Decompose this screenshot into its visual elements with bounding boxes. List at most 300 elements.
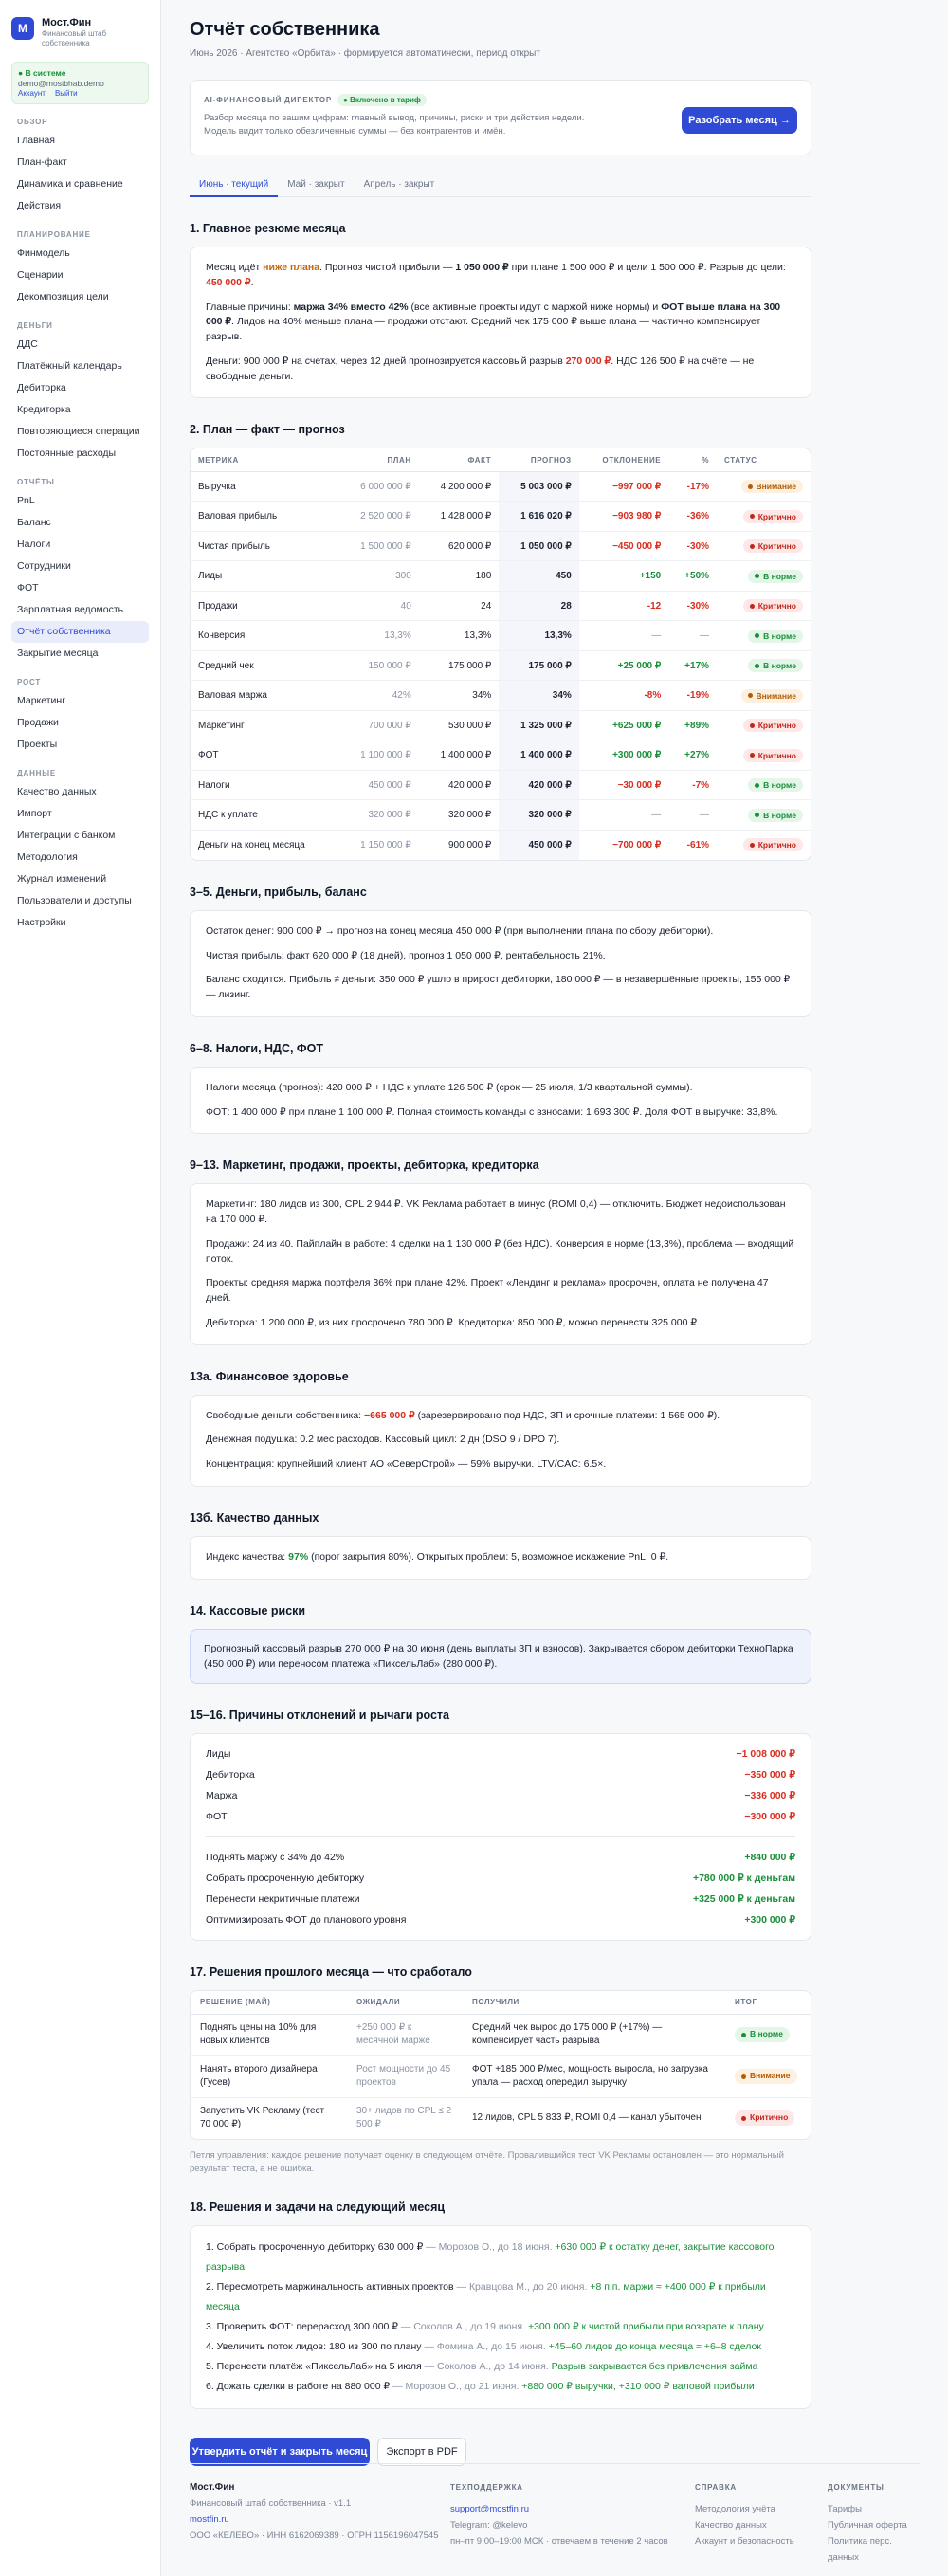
footer-site-link[interactable]: mostfin.ru — [190, 2514, 229, 2525]
taxes-card — [190, 1067, 811, 1135]
status-badge: Внимание — [741, 480, 804, 493]
summary-p2: Главные причины: маржа 34% вместо 42% (все активные проекты идут с маржой ниже нормы) и ФОТ выше плана на 300 000 ₽. Лидов на 40% меньше плана — продажи отстают. Средний чек 175 000 ₽ выше плана — частично компенсирует разрыв. — [206, 301, 781, 342]
sidebar-item[interactable]: Кредиторка — [17, 404, 71, 415]
table-cell — [668, 561, 717, 592]
section-plan-fact-title: 2. План — факт — прогноз — [190, 423, 345, 437]
sidebar-item[interactable]: Настройки — [17, 917, 66, 928]
column-header[interactable]: % — [668, 448, 717, 471]
table-cell — [347, 2014, 463, 2055]
tab-may[interactable]: Май · закрыт — [287, 179, 345, 190]
cell-value: -12 — [647, 600, 662, 612]
ai-label — [204, 94, 797, 106]
cell-value: −903 980 ₽ — [612, 511, 662, 521]
table-cell — [191, 710, 338, 740]
cell-value: 450 000 ₽ — [528, 839, 572, 850]
table-cell — [499, 471, 579, 502]
task-title: 3. Проверить ФОТ: перерасход 300 000 ₽ — [206, 2320, 398, 2332]
support-telegram-link[interactable]: Telegram: @kelevo — [450, 2520, 528, 2530]
table-cell — [338, 531, 419, 561]
export-pdf-button[interactable]: Экспорт в PDF — [377, 2438, 466, 2466]
cell-value: 1 400 000 ₽ — [440, 750, 492, 760]
table-cell — [338, 770, 419, 800]
account-link[interactable]: Аккаунт — [18, 89, 46, 98]
table-cell — [668, 591, 717, 621]
status-badge: Критично — [743, 749, 803, 762]
sidebar-item[interactable]: Маркетинг — [17, 695, 66, 706]
table-cell — [717, 830, 811, 860]
sidebar-item[interactable]: Импорт — [17, 808, 52, 819]
lever-value: +840 000 ₽ — [744, 1852, 795, 1864]
cell-value: — — [651, 810, 662, 820]
sidebar-item[interactable]: Пользователи и доступы — [17, 895, 132, 906]
section-marketing-title: 9–13. Маркетинг, продажи, проекты, дебиторка, кредиторка — [190, 1159, 539, 1173]
column-header[interactable]: МЕТРИКА — [191, 448, 338, 471]
cell-value: 1 100 000 ₽ — [360, 750, 411, 760]
table-cell — [668, 681, 717, 711]
table-cell — [463, 2055, 725, 2097]
sidebar-item[interactable]: Декомпозиция цели — [17, 291, 109, 302]
cell-value: 620 000 ₽ — [447, 540, 492, 552]
sidebar-item[interactable]: Зарплатная ведомость — [17, 604, 124, 615]
table-cell — [191, 740, 338, 771]
cell-value: 420 000 ₽ — [528, 779, 572, 791]
table-cell — [419, 621, 500, 651]
tab-june[interactable]: Июнь · текущий — [190, 176, 278, 197]
cell-value: 175 000 ₽ — [528, 660, 572, 671]
cell-value: Поднять цены на 10% для новых клиентов — [200, 2022, 317, 2047]
task-owner-deadline: — Кравцова М., до 20 июня. — [453, 2280, 591, 2293]
task-effect: +45–60 лидов до конца месяца ≈ +6–8 сделок — [548, 2340, 761, 2352]
table-cell — [419, 800, 500, 831]
section-summary-title: 1. Главное резюме месяца — [190, 222, 346, 235]
table-cell — [717, 561, 811, 592]
table-row — [191, 710, 811, 740]
nav-section-heading: ДАННЫЕ — [17, 769, 56, 777]
table-cell — [499, 650, 579, 681]
table-cell — [191, 502, 338, 532]
summary-card — [190, 247, 811, 398]
table-cell — [579, 471, 668, 502]
status-badge: В норме — [748, 659, 803, 672]
sidebar-item[interactable]: Интеграции с банком — [17, 830, 116, 841]
cause-value: −336 000 ₽ — [744, 1790, 795, 1802]
table-cell — [338, 502, 419, 532]
table-cell — [338, 800, 419, 831]
section-risks-title: 14. Кассовые риски — [190, 1603, 306, 1617]
table-cell — [191, 681, 338, 711]
table-cell — [579, 502, 668, 532]
marketing-card — [190, 1183, 811, 1344]
lever-value: +325 000 ₽ к деньгам — [692, 1893, 795, 1906]
table-cell — [499, 621, 579, 651]
table-cell — [717, 502, 811, 532]
table-cell — [338, 650, 419, 681]
table-cell — [668, 650, 717, 681]
footer-support — [450, 2479, 695, 2566]
task-title: 1. Собрать просроченную дебиторку 630 000 ₽ — [206, 2240, 424, 2253]
table-cell — [338, 710, 419, 740]
column-header[interactable]: СТАТУС — [717, 448, 811, 471]
footer-brand: Мост.Фин — [190, 2482, 235, 2493]
cell-value: 34% — [552, 690, 572, 701]
table-row — [191, 591, 811, 621]
cell-value: 1 500 000 ₽ — [360, 540, 411, 552]
table-cell — [338, 621, 419, 651]
lever-row — [206, 1889, 795, 1909]
task-owner-deadline: — Морозов О., до 21 июня. — [390, 2380, 522, 2392]
cell-value: ФОТ +185 000 ₽/мес, мощность выросла, но загрузка упала — расход опередил выручку — [472, 2064, 708, 2089]
table-cell — [191, 2014, 347, 2055]
footer-docs-heading: ДОКУМЕНТЫ — [828, 2483, 884, 2492]
cell-value: +27% — [684, 750, 710, 760]
cell-value: 5 003 000 ₽ — [520, 481, 572, 492]
cell-value: Конверсия — [198, 630, 246, 641]
sidebar — [0, 0, 161, 2576]
column-header[interactable]: ФАКТ — [419, 448, 500, 471]
task-effect: +630 000 ₽ к остатку денег, закрытие кассового разрыва — [206, 2240, 775, 2273]
sidebar-item[interactable]: Сотрудники — [17, 560, 71, 572]
causes-list — [206, 1744, 795, 1827]
sidebar-item[interactable]: PnL — [17, 495, 35, 506]
table-cell — [419, 591, 500, 621]
cell-value: -30% — [686, 540, 710, 552]
cell-value: -30% — [686, 600, 710, 612]
column-header[interactable]: ПЛАН — [338, 448, 419, 471]
decisions-table — [191, 1991, 811, 2139]
table-cell — [579, 650, 668, 681]
cell-value: 30+ лидов по CPL ≤ 2 500 ₽ — [356, 2106, 452, 2130]
table-row — [191, 531, 811, 561]
cell-value: -61% — [686, 839, 710, 850]
sidebar-item[interactable]: ФОТ — [17, 582, 39, 594]
footer-link-security[interactable]: Аккаунт и безопасность — [695, 2536, 794, 2547]
sidebar-item[interactable]: Повторяющиеся операции — [17, 426, 140, 437]
cell-value: +50% — [684, 571, 710, 581]
footer-support-heading: ТЕХПОДДЕРЖКА — [450, 2483, 523, 2492]
table-cell — [717, 770, 811, 800]
cell-value: 450 — [556, 571, 572, 581]
money-card — [190, 910, 811, 1017]
table-cell — [191, 830, 338, 860]
plan-fact-table — [191, 448, 811, 860]
table-cell — [725, 2014, 811, 2055]
cell-value: 320 000 ₽ — [368, 810, 411, 820]
cell-value: Средний чек вырос до 175 000 ₽ (+17%) — компенсирует часть разрыва — [472, 2022, 663, 2047]
table-cell — [419, 770, 500, 800]
task-title: 5. Перенести платёж «ПиксельЛаб» на 5 июля — [206, 2360, 422, 2372]
table-cell — [338, 591, 419, 621]
table-row — [191, 2014, 811, 2055]
footer-link-quality[interactable]: Качество данных — [695, 2520, 767, 2530]
column-header[interactable]: ОТКЛОНЕНИЕ — [579, 448, 668, 471]
task-effect: +8 п.п. маржи ≈ +400 000 ₽ к прибыли месяца — [206, 2280, 766, 2312]
table-cell — [419, 830, 500, 860]
table-cell — [579, 621, 668, 651]
cell-value: +17% — [684, 660, 710, 671]
status-badge: В норме — [748, 570, 803, 583]
cell-value: Выручка — [198, 481, 236, 492]
footer-link-methodology[interactable]: Методология учёта — [695, 2504, 775, 2514]
sidebar-item[interactable]: План-факт — [17, 156, 67, 168]
sidebar-item[interactable]: Закрытие месяца — [17, 648, 99, 659]
table-cell — [419, 681, 500, 711]
cell-value: −700 000 ₽ — [612, 839, 662, 850]
status-badge: В норме — [748, 809, 803, 822]
table-cell — [499, 561, 579, 592]
cell-value: Валовая маржа — [198, 690, 267, 701]
footer-legal: ООО «КЕЛЕВО» · ИНН 6162069389 · ОГРН 1156196047545 — [190, 2530, 439, 2541]
tasks-list — [206, 2238, 795, 2397]
lever-label: Оптимизировать ФОТ до планового уровня — [206, 1914, 407, 1927]
cell-value: -8% — [644, 690, 662, 701]
status-badge: В норме — [748, 630, 803, 643]
table-cell — [579, 800, 668, 831]
table-row — [191, 471, 811, 502]
support-hours: пн–пт 9:00–19:00 МСК · отвечаем в течение 2 часов — [450, 2536, 668, 2547]
quality-p1 — [206, 1550, 795, 1565]
table-row — [191, 740, 811, 771]
column-header[interactable]: РЕШЕНИЕ (МАЙ) — [191, 1991, 347, 2014]
support-email-link[interactable]: support@mostfin.ru — [450, 2504, 530, 2514]
cell-value: -36% — [686, 511, 710, 521]
table-cell — [419, 531, 500, 561]
cell-value: 12 лидов, CPL 5 833 ₽, ROMI 0,4 — канал убыточен — [472, 2112, 702, 2124]
table-cell — [191, 770, 338, 800]
table-cell — [579, 830, 668, 860]
report-actions — [190, 2438, 811, 2466]
cell-value: Чистая прибыль — [198, 540, 270, 552]
cell-value: 40 — [400, 600, 411, 612]
task-item — [206, 2377, 795, 2397]
sidebar-item[interactable]: Сценарии — [17, 269, 64, 281]
health-card — [190, 1395, 811, 1487]
table-cell — [668, 740, 717, 771]
sidebar-item[interactable]: Финмодель — [17, 247, 70, 259]
cash-risk-callout: Прогнозный кассовый разрыв 270 000 ₽ на 30 июня (день выплаты ЗП и взносов). Закрывается сбором дебиторки ТехноПарка (450 000 ₽) или переносом платежа «ПиксельЛаб» (280 000 ₽). — [190, 1629, 811, 1685]
status-badge: Критично — [743, 539, 803, 553]
cell-value: +250 000 ₽ к месячной марже — [356, 2022, 430, 2047]
cell-value: — — [651, 630, 662, 641]
cell-value: 320 000 ₽ — [528, 810, 572, 820]
footer-help — [695, 2479, 828, 2566]
logo-icon: М — [11, 17, 34, 40]
cell-value: −450 000 ₽ — [612, 540, 662, 552]
cell-value: +89% — [684, 720, 710, 731]
cell-value: -17% — [686, 481, 710, 492]
task-title: 2. Пересмотреть маржинальность активных проектов — [206, 2280, 454, 2293]
cell-value: 900 000 ₽ — [447, 839, 492, 850]
cell-value: 34% — [472, 690, 492, 701]
cell-value: 175 000 ₽ — [447, 660, 492, 671]
free-money-value: −665 000 ₽ — [364, 1409, 415, 1421]
ai-description: Разбор месяца по вашим цифрам: главный вывод, причины, риски и три действия недели. Модель видит только обезличенные суммы — без контрагентов и имён. — [204, 113, 585, 137]
health-p1-b: (зарезервировано под НДС, ЗП и срочные платежи: 1 565 000 ₽). — [414, 1409, 720, 1421]
table-cell — [338, 830, 419, 860]
lever-value: +300 000 ₽ — [744, 1914, 795, 1927]
sidebar-item[interactable]: Качество данных — [17, 786, 97, 797]
cell-value: — — [700, 810, 710, 820]
cause-label: Маржа — [206, 1790, 238, 1802]
footer-link-privacy[interactable]: Политика перс. данных — [828, 2536, 892, 2563]
footer-docs — [828, 2479, 918, 2566]
lever-row — [206, 1847, 795, 1868]
table-cell — [668, 770, 717, 800]
table-row — [191, 681, 811, 711]
table-cell — [191, 650, 338, 681]
approve-report-button[interactable]: Утвердить отчёт и закрыть месяц — [190, 2438, 370, 2466]
money-p2: Чистая прибыль: факт 620 000 ₽ (18 дней), прогноз 1 050 000 ₽, рентабельность 21%. — [206, 949, 606, 961]
table-cell — [717, 591, 811, 621]
table-cell — [717, 650, 811, 681]
analyze-month-button[interactable]: Разобрать месяц → — [682, 107, 797, 134]
table-cell — [717, 740, 811, 771]
decisions-note: Петля управления: каждое решение получает оценку в следующем отчёте. Провалившийся тест VK Рекламы остановлен — это нормальный результат теста, а не ошибка. — [190, 2150, 784, 2174]
table-cell — [463, 2014, 725, 2055]
cell-value: 1 150 000 ₽ — [360, 839, 411, 850]
sidebar-item[interactable]: Действия — [17, 200, 62, 211]
cell-value: 13,3% — [544, 630, 572, 641]
column-header[interactable]: ИТОГ — [725, 1991, 811, 2014]
table-cell — [668, 471, 717, 502]
cause-value: −350 000 ₽ — [744, 1769, 795, 1781]
table-cell — [499, 770, 579, 800]
table-row — [191, 621, 811, 651]
task-item — [206, 2277, 795, 2317]
sidebar-item[interactable]: Методология — [17, 851, 78, 863]
table-row — [191, 770, 811, 800]
status-badge: В норме — [748, 778, 803, 792]
task-item — [206, 2337, 795, 2357]
marketing-p3: Проекты: средняя маржа портфеля 36% при плане 42%. Проект «Лендинг и реклама» просрочен, оплата не получена 47 дней. — [206, 1277, 769, 1304]
task-title: 4. Увеличить поток лидов: 180 из 300 по плану — [206, 2340, 422, 2352]
lever-label: Собрать просроченную дебиторку — [206, 1873, 365, 1885]
sidebar-item[interactable]: Постоянные расходы — [17, 448, 117, 459]
plan-fact-table-card — [190, 448, 811, 861]
cell-value: Налоги — [198, 779, 230, 791]
summary-p1: Месяц идёт ниже плана. Прогноз чистой прибыли — 1 050 000 ₽ при плане 1 500 000 ₽ и цели 1 500 000 ₽. Разрыв до цели: 450 000 ₽. — [206, 262, 786, 288]
sidebar-item[interactable]: Динамика и сравнение — [17, 178, 123, 190]
column-header[interactable]: ПОЛУЧИЛИ — [463, 1991, 725, 2014]
sidebar-item[interactable]: Отчёт собственника — [11, 621, 149, 643]
table-cell — [579, 770, 668, 800]
table-row — [191, 2097, 811, 2139]
table-cell — [419, 650, 500, 681]
section-health-title: 13а. Финансовое здоровье — [190, 1369, 349, 1383]
section-levers-title: 15–16. Причины отклонений и рычаги роста — [190, 1708, 449, 1723]
cell-value: −997 000 ₽ — [612, 481, 662, 492]
section-money-title: 3–5. Деньги, прибыль, баланс — [190, 885, 367, 899]
table-cell — [419, 561, 500, 592]
marketing-p2: Продажи: 24 из 40. Пайплайн в работе: 4 сделки на 1 130 000 ₽ (без НДС). Конверсия в норме (13,3%), проблема — входящий поток. — [206, 1237, 794, 1265]
page-title: Отчёт собственника — [190, 19, 380, 40]
table-cell — [499, 710, 579, 740]
footer-link-tariffs[interactable]: Тарифы — [828, 2504, 862, 2514]
table-cell — [668, 800, 717, 831]
status-badge: Критично — [743, 599, 803, 612]
cell-value: +300 000 ₽ — [612, 750, 662, 760]
task-item — [206, 2317, 795, 2337]
table-cell — [338, 471, 419, 502]
footer-company — [190, 2479, 450, 2566]
sidebar-item[interactable]: Дебиторка — [17, 382, 66, 393]
online-status: ● В системе — [18, 68, 66, 78]
cell-value: 530 000 ₽ — [447, 720, 492, 731]
sidebar-nav — [11, 118, 149, 934]
cause-row — [206, 1785, 795, 1806]
ai-label-text: AI-ФИНАНСОВЫЙ ДИРЕКТОР — [204, 96, 333, 104]
nav-section-heading: ОБЗОР — [17, 118, 48, 126]
cell-value: +625 000 ₽ — [612, 720, 662, 731]
cause-value: −1 008 000 ₽ — [736, 1748, 795, 1761]
sidebar-item[interactable]: Журнал изменений — [17, 873, 107, 885]
column-header[interactable]: ПРОГНОЗ — [499, 448, 579, 471]
sidebar-item[interactable]: Баланс — [17, 517, 51, 528]
table-cell — [668, 830, 717, 860]
marketing-p4: Дебиторка: 1 200 000 ₽, из них просрочено 780 000 ₽. Кредиторка: 850 000 ₽, можно перенести 325 000 ₽. — [206, 1316, 700, 1328]
taxes-p1: Налоги месяца (прогноз): 420 000 ₽ + НДС к уплате 126 500 ₽ (срок — 25 июля, 1/3 квартальной суммы). — [206, 1081, 693, 1093]
section-tasks-title: 18. Решения и задачи на следующий месяц — [190, 2200, 446, 2214]
table-cell — [499, 800, 579, 831]
taxes-p2: ФОТ: 1 400 000 ₽ при плане 1 100 000 ₽. Полная стоимость команды с взносами: 1 693 300 ₽. Доля ФОТ в выручке: 33,8%. — [206, 1105, 778, 1118]
sidebar-item[interactable]: ДДС — [17, 338, 38, 350]
brand[interactable] — [11, 17, 149, 48]
table-cell — [717, 681, 811, 711]
sidebar-item[interactable]: Продажи — [17, 717, 59, 728]
nav-section-heading: ДЕНЬГИ — [17, 321, 53, 330]
cell-value: 13,3% — [384, 630, 411, 641]
task-owner-deadline: — Соколов А., до 14 июня. — [421, 2360, 552, 2372]
cell-value: Средний чек — [198, 660, 254, 671]
table-cell — [717, 621, 811, 651]
task-item — [206, 2357, 795, 2377]
table-cell — [191, 591, 338, 621]
tab-april[interactable]: Апрель · закрыт — [363, 179, 435, 190]
table-cell — [463, 2097, 725, 2139]
table-cell — [668, 531, 717, 561]
cell-value: — — [700, 630, 710, 641]
quality-card — [190, 1536, 811, 1580]
money-p3: Баланс сходится. Прибыль ≠ деньги: 350 000 ₽ ушло в прирост дебиторки, 180 000 ₽ — в незавершённые проекты, 155 000 ₽ — лизинг. — [206, 974, 791, 1000]
table-cell — [191, 2055, 347, 2097]
cause-label: ФОТ — [206, 1811, 228, 1823]
footer-help-heading: СПРАВКА — [695, 2483, 737, 2492]
cause-label: Лиды — [206, 1748, 231, 1761]
sidebar-item[interactable]: Проекты — [17, 739, 58, 750]
status-badge: Критично — [735, 2110, 794, 2126]
health-p1-a: Свободные деньги собственника: — [206, 1409, 365, 1421]
table-cell — [579, 740, 668, 771]
table-cell — [338, 561, 419, 592]
table-cell — [338, 681, 419, 711]
cell-value: Нанять второго дизайнера (Гусев) — [200, 2064, 318, 2089]
table-cell — [717, 800, 811, 831]
column-header[interactable]: ОЖИДАЛИ — [347, 1991, 463, 2014]
table-row — [191, 650, 811, 681]
footer-link-offer[interactable]: Публичная оферта — [828, 2520, 907, 2530]
sidebar-item[interactable]: Главная — [17, 135, 55, 146]
status-badge: Внимание — [735, 2069, 797, 2084]
sidebar-item[interactable]: Налоги — [17, 539, 51, 550]
marketing-p1: Маркетинг: 180 лидов из 300, CPL 2 944 ₽. VK Реклама работает в минус (ROMI 0,4) — отключить. Бюджет недоиспользован на 170 000 ₽. — [206, 1198, 786, 1225]
table-cell — [579, 591, 668, 621]
status-badge: Критично — [743, 838, 803, 851]
table-cell — [191, 561, 338, 592]
sidebar-item[interactable]: Платёжный календарь — [17, 360, 122, 372]
cell-value: ФОТ — [198, 750, 219, 760]
cell-value: 6 000 000 ₽ — [360, 481, 411, 492]
footer-tagline: Финансовый штаб собственника · v1.1 — [190, 2498, 352, 2509]
logout-link[interactable]: Выйти — [54, 89, 78, 98]
